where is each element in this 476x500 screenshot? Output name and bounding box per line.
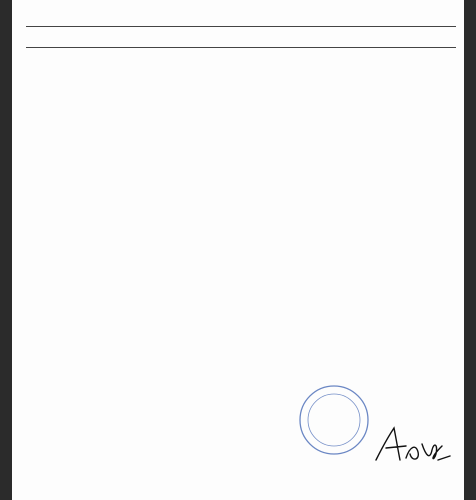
columns-rule (26, 47, 456, 48)
qr-code[interactable] (28, 390, 96, 458)
header-rule (26, 26, 456, 27)
clinic-stamp (297, 383, 371, 457)
lab-report-page (12, 0, 464, 500)
signature (372, 420, 452, 466)
